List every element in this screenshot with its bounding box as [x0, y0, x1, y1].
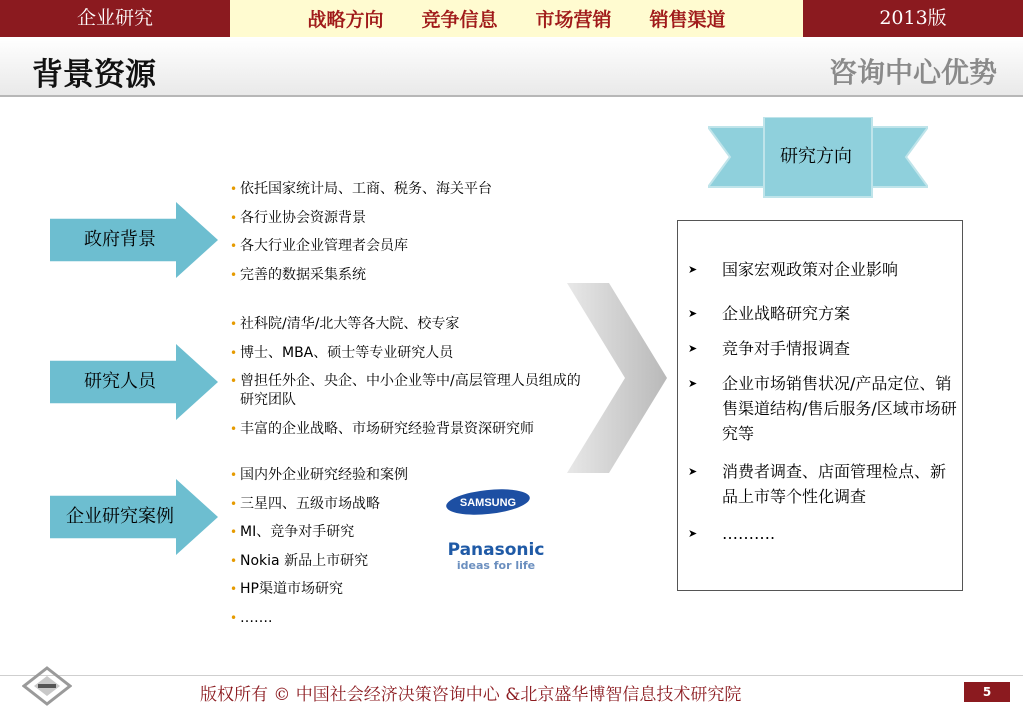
section-arrow-researchers [50, 344, 218, 420]
bullet-icon: • [230, 496, 238, 511]
section-label: 企业研究案例 [66, 506, 174, 527]
list-item: • 各大行业企业管理者会员库 [230, 238, 408, 254]
panasonic-logo-text: Panasonic [447, 540, 545, 560]
bullet-icon: • [230, 267, 238, 282]
bullet-icon: • [230, 525, 238, 539]
tab-sales-channel[interactable]: 销售渠道 [649, 9, 726, 31]
list-item: • 曾担任外企、央企、中小企业等中/高层管理人员组成的研究团队 [230, 373, 581, 408]
list-item: • 依托国家统计局、工商、税务、海关平台 [230, 181, 492, 197]
section-arrow-government [50, 202, 218, 278]
bullet-icon: • [230, 239, 238, 253]
nav-tabs [230, 0, 803, 37]
bullet-icon: • [230, 210, 238, 225]
tab-strategy[interactable]: 战略方向 [307, 9, 384, 31]
samsung-logo-text: SAMSUNG [459, 497, 517, 509]
list-item: • 丰富的企业战略、市场研究经验背景资深研究师 [230, 420, 534, 437]
arrowhead-bullet-icon: ➤ [688, 527, 698, 540]
arrowhead-bullet-icon: ➤ [688, 263, 698, 276]
section-arrow-cases [50, 479, 218, 555]
tab-marketing[interactable]: 市场营销 [535, 9, 612, 31]
chevron-right-icon [567, 283, 667, 477]
bullet-icon: • [230, 468, 238, 482]
arrowhead-bullet-icon: ➤ [688, 342, 698, 355]
list-item: • Nokia 新品上市研究 [230, 552, 369, 569]
list-item: • MI、竞争对手研究 [230, 524, 355, 540]
samsung-logo [444, 487, 532, 521]
research-direction-box: ➤ 国家宏观政策对企业影响 ➤ 企业战略研究方案 ➤ 竞争对手情报调查 ➤ 企业市场销售状况/产品定位、销售渠道结构/售后服务/区域市场研究等 ➤ 消费者调查、店面管理检点、新品上市等个性化调查 ➤ ………. [677, 220, 963, 591]
bullet-icon: • [230, 374, 238, 388]
list-item: • 三星四、五级市场战略 [230, 495, 380, 512]
arrowhead-bullet-icon: ➤ [688, 307, 698, 320]
edition-label: 2013版 [879, 7, 947, 29]
tab-competition[interactable]: 竞争信息 [421, 9, 498, 31]
bullet-icon: • [230, 582, 238, 596]
page-title: 背景资源 [32, 57, 156, 93]
bullet-list-government [230, 180, 492, 294]
list-item: • 社科院/清华/北大等各大院、校专家 [230, 316, 460, 332]
bullet-icon: • [230, 345, 238, 360]
list-item: • 完善的数据采集系统 [230, 266, 366, 283]
bullet-icon: • [230, 317, 238, 331]
list-item: • 各行业协会资源背景 [230, 209, 366, 226]
company-logo-icon [22, 666, 72, 710]
arrowhead-bullet-icon: ➤ [688, 465, 698, 478]
top-nav-bar [0, 0, 1023, 37]
section-label: 政府背景 [84, 229, 156, 250]
panasonic-tagline: ideas for life [456, 559, 536, 572]
bullet-icon: • [230, 421, 238, 436]
list-item: • ……. [230, 609, 273, 626]
bullet-list-researchers [230, 315, 585, 448]
list-item: • HP渠道市场研究 [230, 581, 343, 597]
footer-divider [0, 675, 1023, 676]
bullet-icon: • [230, 182, 238, 196]
nav-section-label: 企业研究 [76, 7, 153, 29]
list-item: • 博士、MBA、硕士等专业研究人员 [230, 344, 454, 361]
panasonic-logo [444, 540, 548, 572]
bullet-list-cases [230, 466, 408, 637]
slide-header [0, 37, 1023, 97]
bullet-icon: • [230, 610, 238, 625]
arrowhead-bullet-icon: ➤ [688, 377, 698, 390]
research-banner-title: 研究方向 [780, 146, 852, 167]
bullet-icon: • [230, 553, 238, 568]
section-label: 研究人员 [84, 371, 156, 392]
page-number: 5 [964, 682, 1010, 702]
list-item: • 国内外企业研究经验和案例 [230, 467, 408, 483]
page-subtitle: 咨询中心优势 [828, 56, 997, 89]
copyright-text: 版权所有 © 中国社会经济决策咨询中心 &北京盛华博智信息技术研究院 [200, 685, 742, 705]
